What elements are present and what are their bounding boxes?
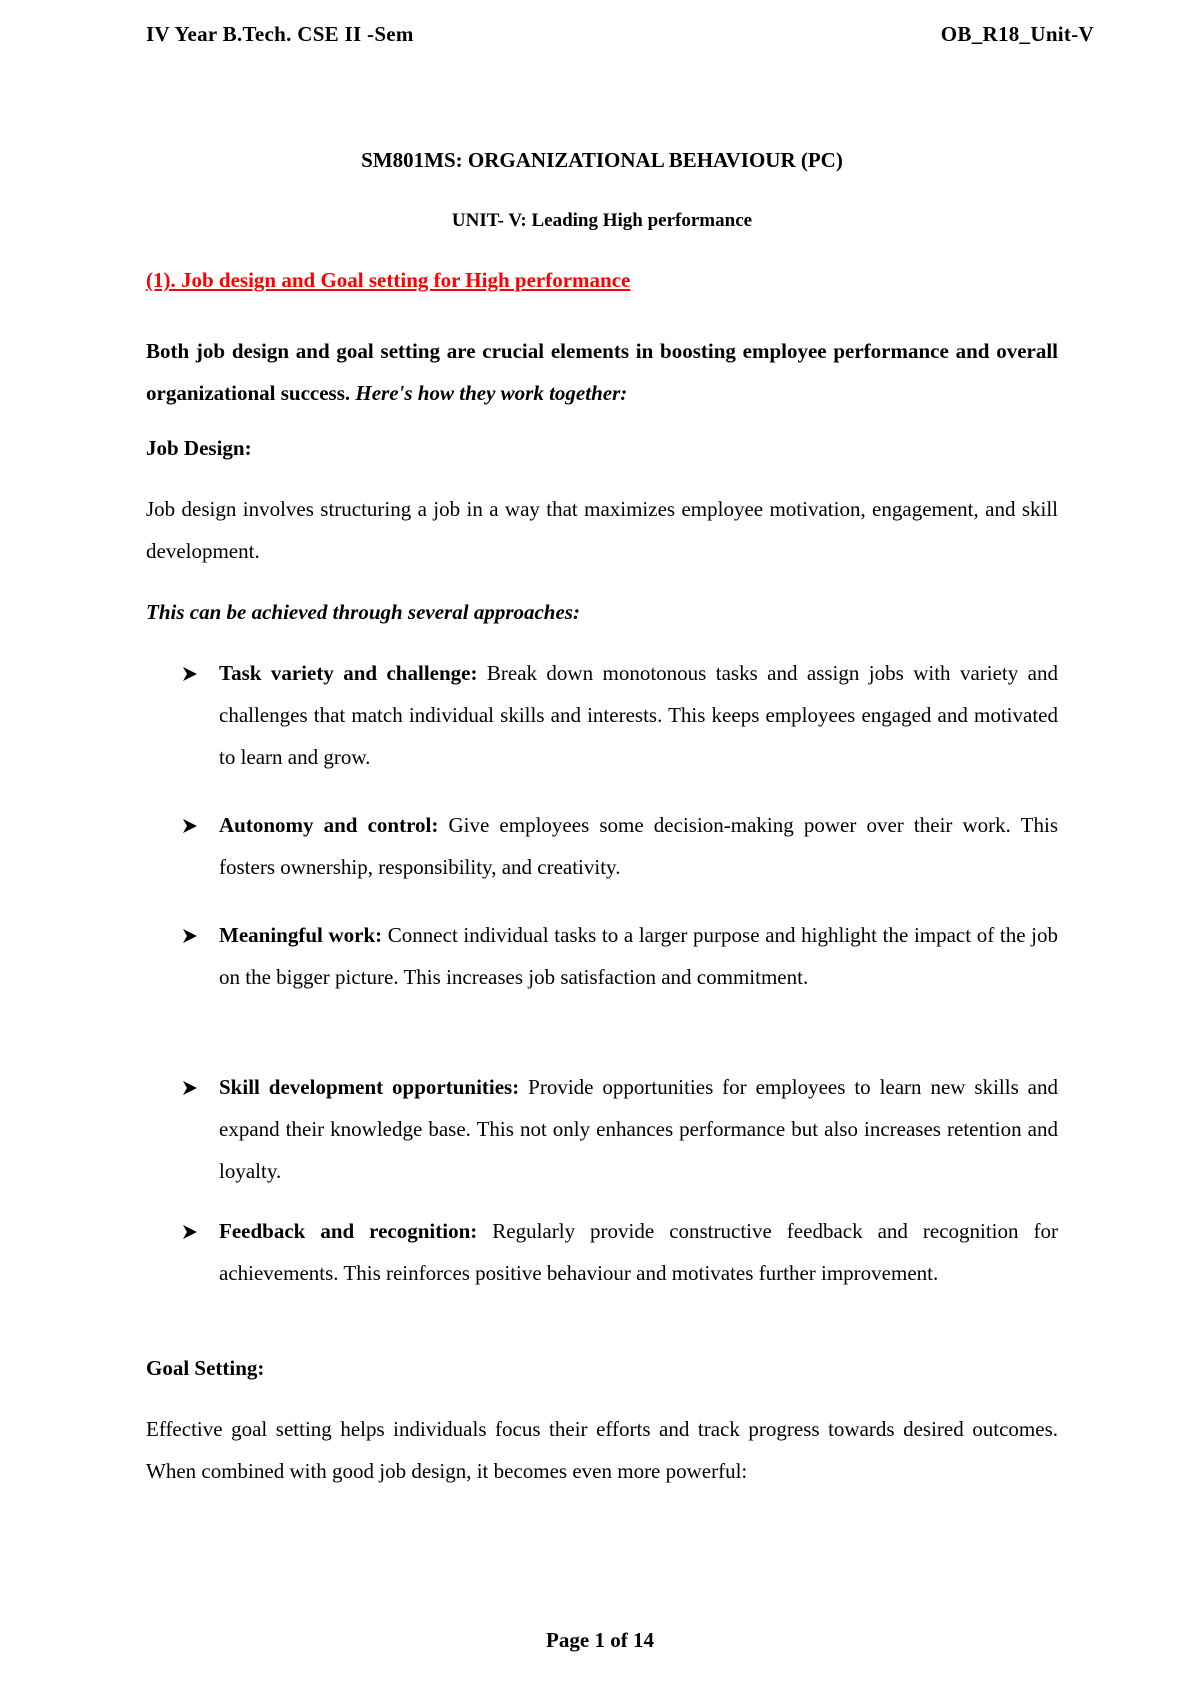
bullet-description: Regularly provide constructive feedback and recognition for achievements. This reinforces positive behaviour and motivates further improvement.	[219, 1219, 1058, 1285]
bullet-text	[219, 652, 1058, 778]
bullet-description: Give employees some decision-making power over their work. This fosters ownership, responsibility, and creativity.	[219, 813, 1058, 879]
header-course-info: IV Year B.Tech. CSE II -Sem	[146, 22, 414, 46]
job-design-heading: Job Design:	[146, 436, 252, 460]
intro-italic-text: Here's how they work together:	[350, 381, 628, 405]
section-heading: (1). Job design and Goal setting for High performance	[146, 268, 631, 292]
bullet-term: Feedback and recognition:	[219, 1219, 478, 1243]
intro-bold-text: Both job design and goal setting are crucial elements in boosting employee performance and overall organizational success.	[146, 339, 1058, 405]
bullet-text	[219, 1066, 1058, 1192]
bullet-term: Task variety and challenge:	[219, 661, 478, 685]
page-number: Page 1 of 14	[546, 1628, 654, 1652]
course-title: SM801MS: ORGANIZATIONAL BEHAVIOUR (PC)	[361, 148, 843, 172]
bullet-term: Skill development opportunities:	[219, 1075, 520, 1099]
goal-setting-heading: Goal Setting:	[146, 1356, 265, 1380]
unit-title: UNIT- V: Leading High performance	[451, 210, 753, 231]
bullet-description: Connect individual tasks to a larger purpose and highlight the impact of the job on the bigger picture. This increases job satisfaction and commitment.	[219, 923, 1059, 989]
bullet-description: Break down monotonous tasks and assign jobs with variety and challenges that match individual skills and interests. This keeps employees engaged and motivated to learn and grow.	[219, 661, 1058, 769]
bullet-term: Meaningful work:	[219, 923, 383, 947]
bullet-term: Autonomy and control:	[219, 813, 439, 837]
header-unit-code: OB_R18_Unit-V	[940, 22, 1094, 46]
approaches-heading: This can be achieved through several approaches:	[146, 600, 580, 624]
bullet-text	[219, 914, 1058, 998]
bullet-description: Provide opportunities for employees to learn new skills and expand their knowledge base. This not only enhances performance but also increases retention and loyalty.	[219, 1075, 1058, 1183]
intro-paragraph	[146, 330, 1058, 414]
goal-setting-paragraph: Effective goal setting helps individuals focus their efforts and track progress towards desired outcomes. When combined with good job design, it becomes even more powerful:	[146, 1417, 1058, 1483]
bullet-text	[219, 1210, 1058, 1294]
bullet-text	[219, 804, 1058, 888]
job-design-paragraph: Job design involves structuring a job in a way that maximizes employee motivation, engagement, and skill development.	[146, 497, 1058, 563]
